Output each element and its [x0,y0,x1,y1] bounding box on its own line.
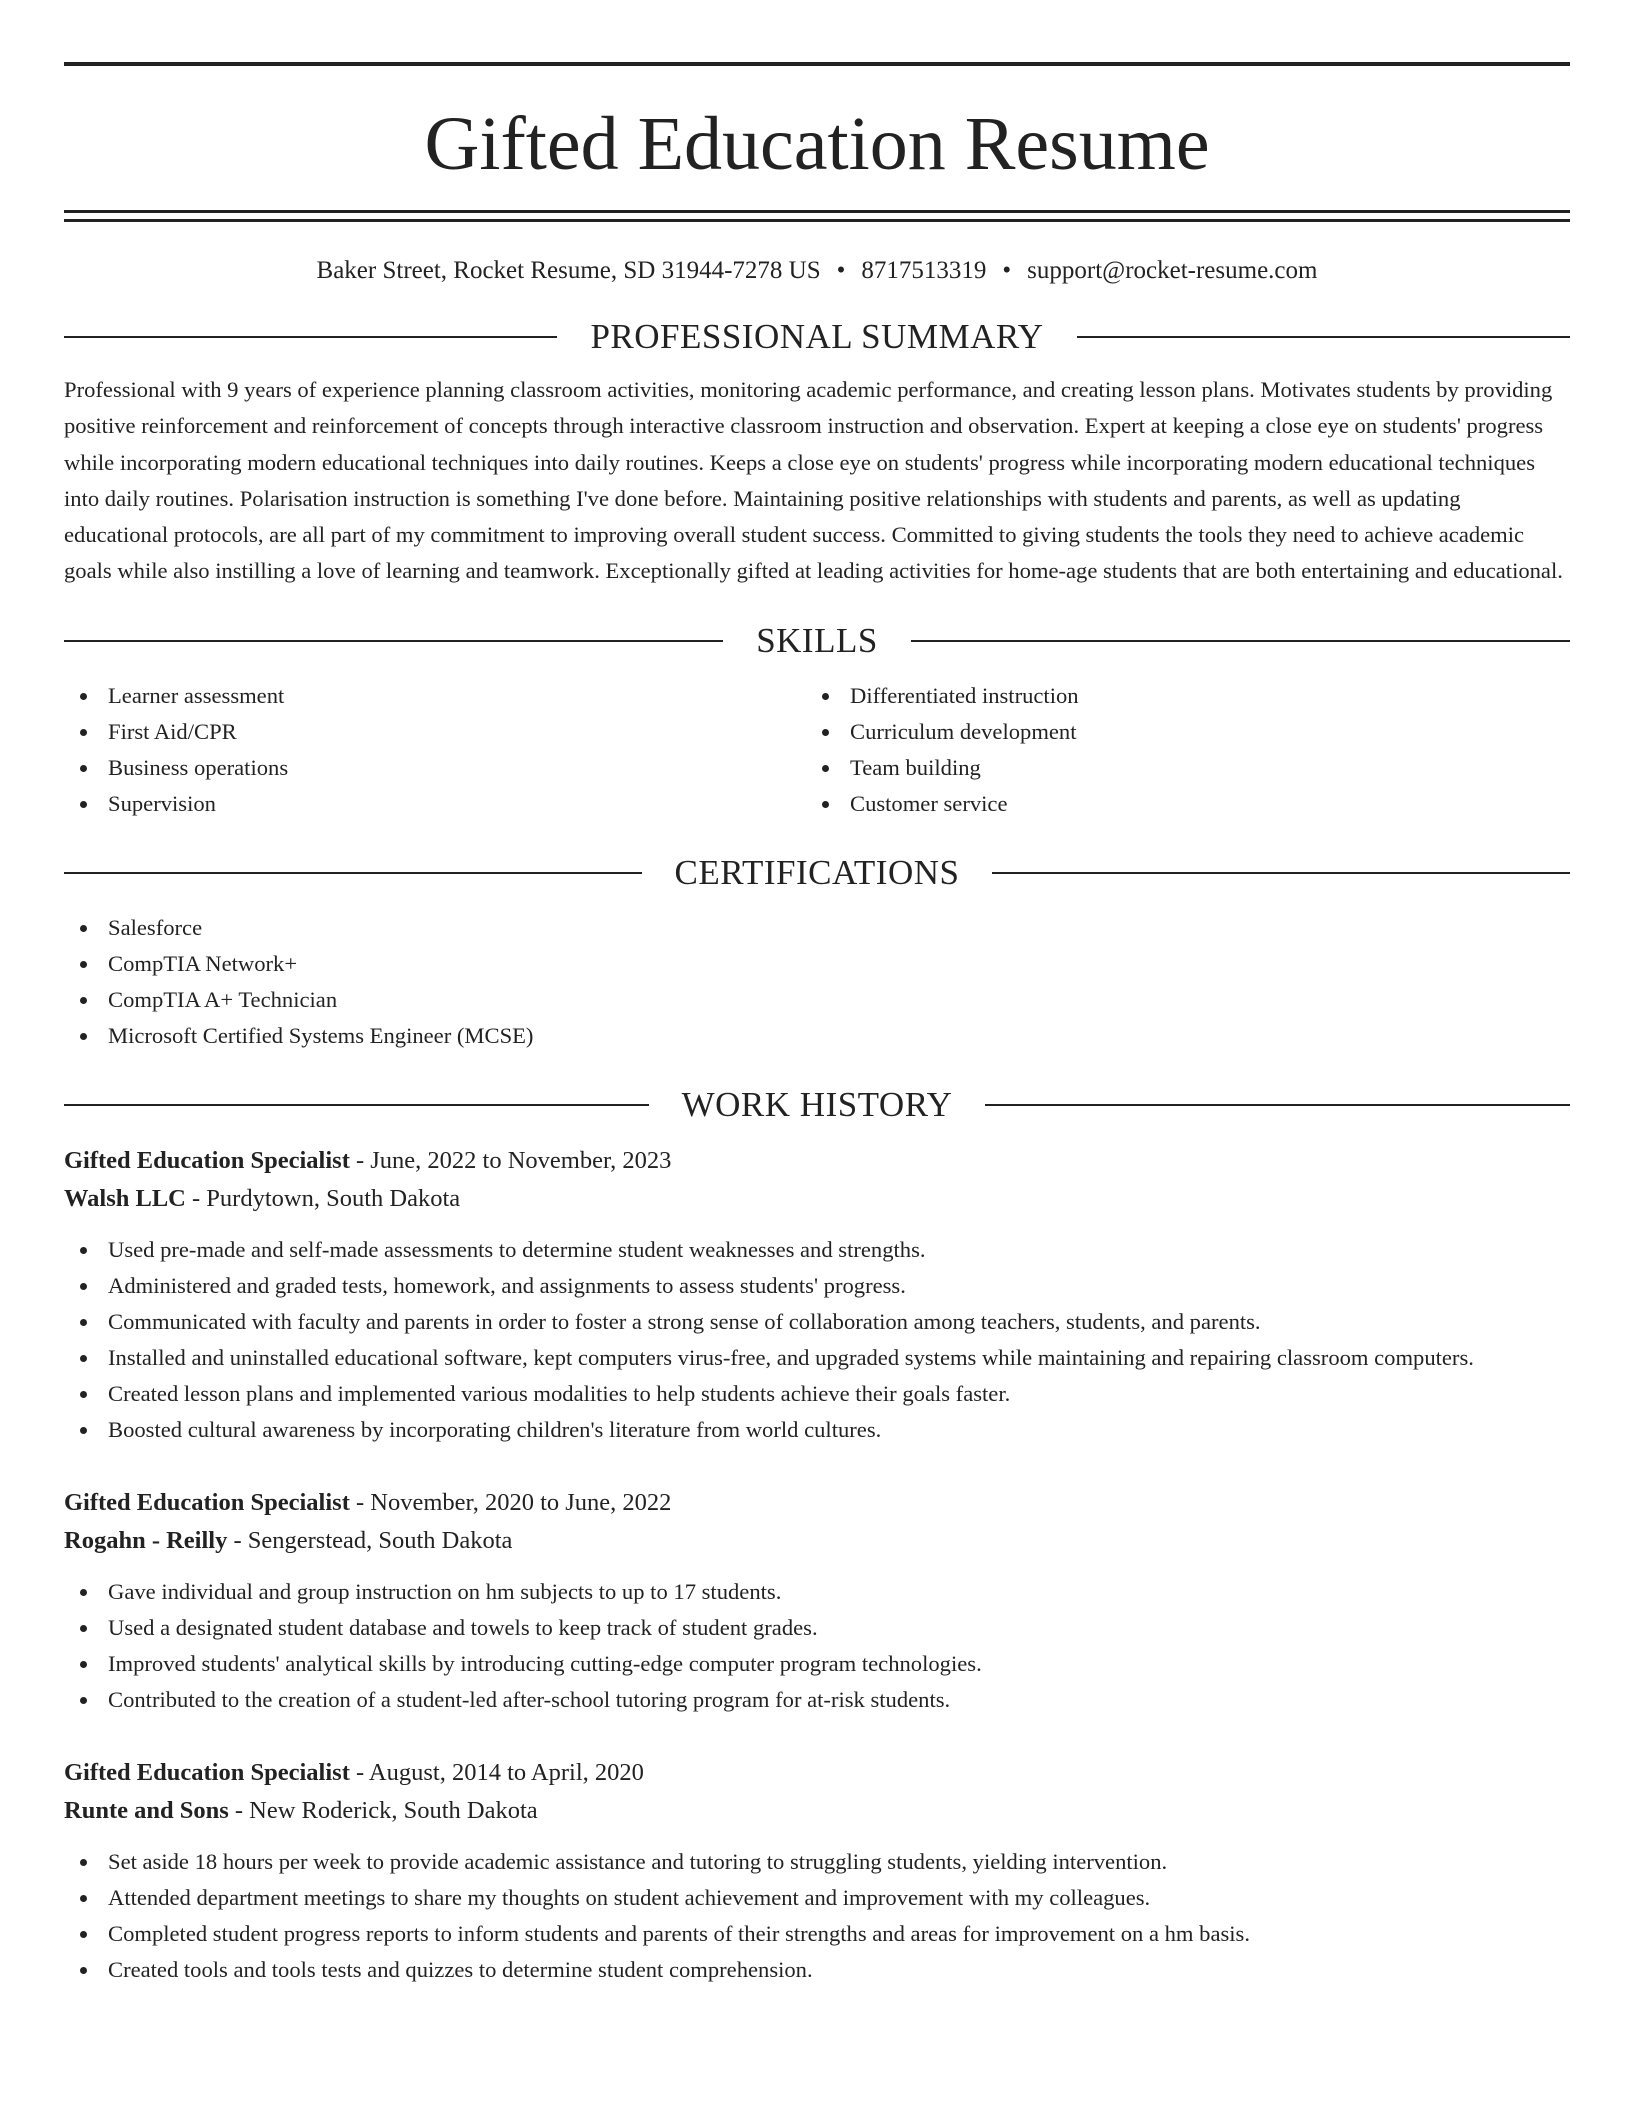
job-entry [64,1754,1570,1988]
job-title-line [64,1484,1570,1522]
job-bullet: Created tools and tools tests and quizzes to determine student comprehension. [64,1952,1570,1988]
job-bullet: Completed student progress reports to inform students and parents of their strengths and areas for improvement on a hm basis. [64,1916,1570,1952]
job-dates: - August, 2014 to April, 2020 [349,1758,644,1786]
job-dates: - November, 2020 to June, 2022 [349,1488,672,1516]
job-bullet: Communicated with faculty and parents in order to foster a strong sense of collaboration among teachers, students, and parents. [64,1304,1570,1340]
skills-list [64,678,1570,822]
job-entry [64,1142,1570,1448]
skill-item: Customer service [806,786,1548,822]
job-bullets [64,1232,1570,1448]
summary-heading-label: PROFESSIONAL SUMMARY [590,317,1044,356]
resume-page [64,62,1570,1988]
certification-item: Salesforce [64,910,1570,946]
job-bullets [64,1574,1570,1718]
job-bullet: Contributed to the creation of a student-led after-school tutoring program for at-risk students. [64,1682,1570,1718]
job-bullet: Gave individual and group instruction on hm subjects to up to 17 students. [64,1574,1570,1610]
summary-heading [64,316,1570,358]
job-company: Walsh LLC [64,1184,186,1212]
contact-separator: • [836,257,846,284]
title-rule-upper [64,210,1570,213]
job-bullet: Administered and graded tests, homework, and assignments to assess students' progress. [64,1268,1570,1304]
heading-rule-right [985,1104,1570,1106]
job-bullets [64,1844,1570,1988]
job-location: - Sengerstead, South Dakota [227,1526,513,1554]
resume-title: Gifted Education Resume [424,102,1210,186]
job-location: - New Roderick, South Dakota [228,1796,538,1824]
skill-item: Supervision [64,786,806,822]
contact-separator: • [1002,257,1012,284]
heading-rule-left [64,1104,649,1106]
certification-item: CompTIA A+ Technician [64,982,1570,1018]
skill-item: First Aid/CPR [64,714,806,750]
work-history-heading-label: WORK HISTORY [681,1084,953,1124]
contact-email: support@rocket-resume.com [1027,257,1318,284]
skills-column-left [64,678,806,822]
job-title: Gifted Education Specialist [64,1146,350,1174]
summary-text: Professional with 9 years of experience planning classroom activities, monitoring academic performance, and creating lesson plans. Motivates students by providing positive reinforcement and reinforcement of concepts through interactive classroom instruction and observation. Expert at keeping a close eye on students' progress while incorporating modern educational techniques into daily routines. Keeps a close eye on students' progress while incorporating modern educational techniques into daily routines. Polarisation instruction is something I've done before. Maintaining positive relationships with students and parents, as well as updating educational protocols, are all part of my commitment to improving overall student success. Committed to giving students the tools they need to achieve academic goals while also instilling a love of learning and teamwork. Exceptionally gifted at leading activities for home-age students that are both entertaining and educational. [64,377,1563,584]
job-bullet: Used pre-made and self-made assessments to determine student weaknesses and strengths. [64,1232,1570,1268]
job-title-line [64,1142,1570,1180]
job-bullet: Improved students' analytical skills by introducing cutting-edge computer program technologies. [64,1646,1570,1682]
skill-item: Differentiated instruction [806,678,1548,714]
skill-item: Business operations [64,750,806,786]
heading-rule-right [911,640,1570,642]
title-rule-lower [64,219,1570,222]
contact-line [64,256,1570,286]
heading-rule-left [64,872,642,874]
job-company: Rogahn - Reilly [64,1526,228,1554]
top-rule [64,62,1570,66]
skill-item: Curriculum development [806,714,1548,750]
skills-column-right [806,678,1548,822]
job-company: Runte and Sons [64,1796,229,1824]
certification-item: Microsoft Certified Systems Engineer (MCSE) [64,1018,1570,1054]
heading-rule-right [1077,336,1570,338]
job-bullet: Used a designated student database and towels to keep track of student grades. [64,1610,1570,1646]
certifications-list [64,910,1570,1054]
contact-address: Baker Street, Rocket Resume, SD 31944-7278 US [316,257,821,284]
job-title: Gifted Education Specialist [64,1488,350,1516]
heading-rule-right [992,872,1570,874]
contact-phone: 8717513319 [861,257,987,284]
skill-item: Team building [806,750,1548,786]
skill-item: Learner assessment [64,678,806,714]
heading-rule-left [64,640,723,642]
skills-heading [64,620,1570,662]
job-title: Gifted Education Specialist [64,1758,350,1786]
job-location: - Purdytown, South Dakota [185,1184,461,1212]
job-bullet: Installed and uninstalled educational software, kept computers virus-free, and upgraded systems while maintaining and repairing classroom computers. [64,1340,1570,1376]
job-company-line [64,1180,1570,1218]
heading-rule-left [64,336,557,338]
skills-heading-label: SKILLS [756,620,878,660]
work-history-heading [64,1084,1570,1126]
job-company-line [64,1792,1570,1830]
job-bullet: Attended department meetings to share my thoughts on student achievement and improvement with my colleagues. [64,1880,1570,1916]
job-title-line [64,1754,1570,1792]
certifications-heading-label: CERTIFICATIONS [674,852,960,892]
job-bullet: Created lesson plans and implemented various modalities to help students achieve their goals faster. [64,1376,1570,1412]
job-bullet: Boosted cultural awareness by incorporating children's literature from world cultures. [64,1412,1570,1448]
job-bullet: Set aside 18 hours per week to provide academic assistance and tutoring to struggling students, yielding intervention. [64,1844,1570,1880]
job-company-line [64,1522,1570,1560]
certifications-heading [64,852,1570,894]
job-entry [64,1484,1570,1718]
certification-item: CompTIA Network+ [64,946,1570,982]
job-dates: - June, 2022 to November, 2023 [349,1146,672,1174]
